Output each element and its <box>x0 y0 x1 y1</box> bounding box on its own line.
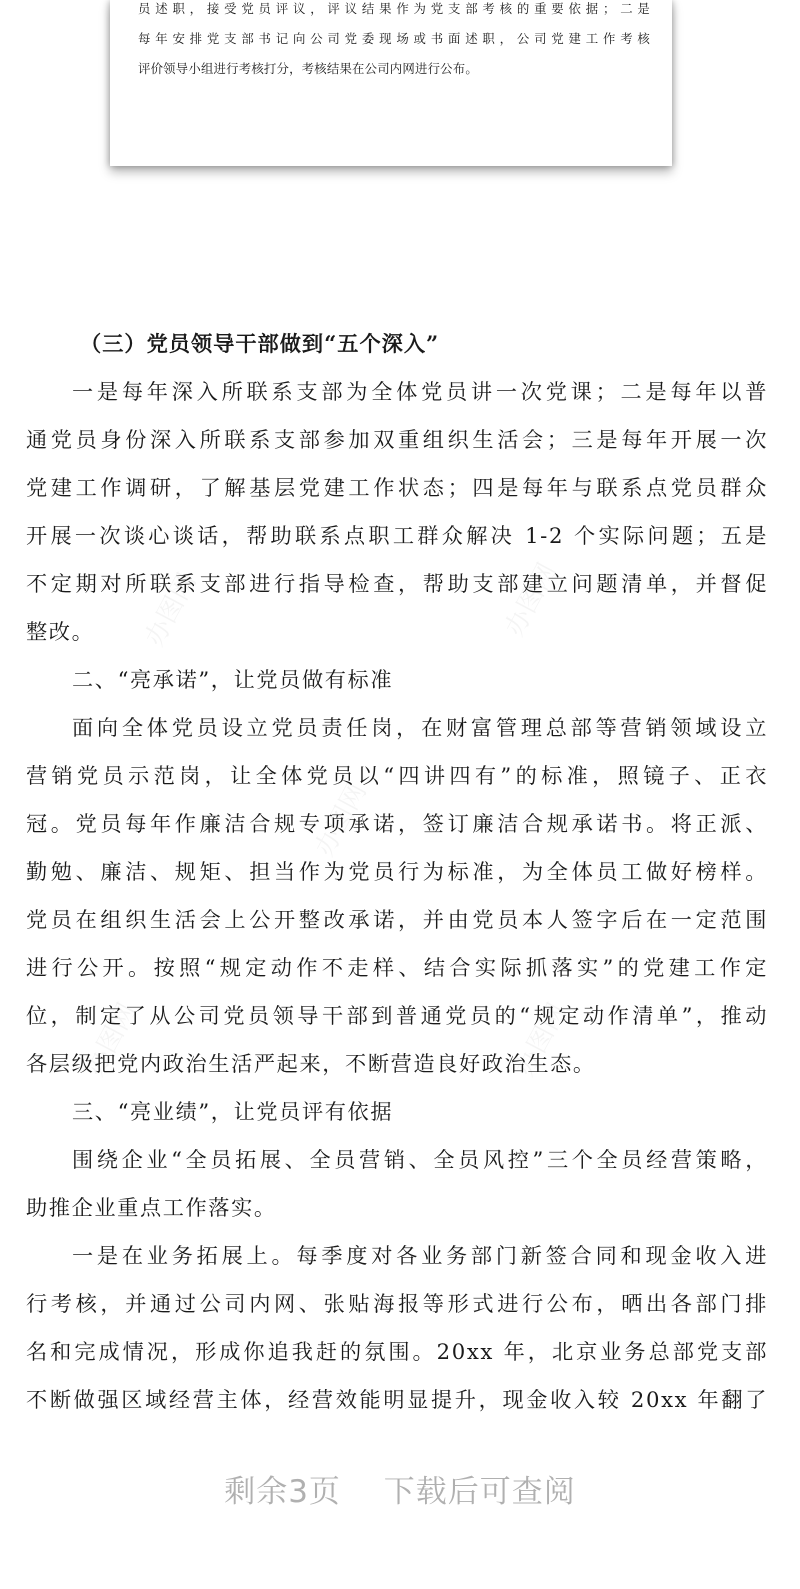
body-line: 营销党员示范岗，让全体党员以“四讲四有”的标准，照镜子、正衣 <box>26 763 768 788</box>
remaining-pages-label[interactable]: 剩余3页 <box>224 1474 341 1510</box>
body-line: 通党员身份深入所联系支部参加双重组织生活会；三是每年开展一次 <box>26 427 768 452</box>
body-line: 各层级把党内政治生活严起来，不断营造良好政治生态。 <box>26 1051 596 1076</box>
body-line: 不定期对所联系支部进行指导检查，帮助支部建立问题清单，并督促 <box>26 571 768 596</box>
download-hint-label[interactable]: 下载后可查阅 <box>383 1474 576 1510</box>
body-line: 整改。 <box>26 619 95 644</box>
read-more-banner[interactable] <box>0 1466 800 1511</box>
section-heading: 二、“亮承诺”，让党员做有标准 <box>72 667 394 692</box>
body-line: 开展一次谈心谈话，帮助联系点职工群众解决 1-2 个实际问题；五是 <box>26 523 768 548</box>
previous-page-card <box>110 0 672 166</box>
body-line: 冠。党员每年作廉洁合规专项承诺，签订廉洁合规承诺书。将正派、 <box>26 811 768 836</box>
body-line: 勤勉、廉洁、规矩、担当作为党员行为标准，为全体员工做好榜样。 <box>26 859 768 884</box>
body-line: 位，制定了从公司党员领导干部到普通党员的“规定动作清单”，推动 <box>26 1003 768 1028</box>
body-line: 行考核，并通过公司内网、张贴海报等形式进行公布，晒出各部门排 <box>26 1291 768 1316</box>
body-line: 党员在组织生活会上公开整改承诺，并由党员本人签字后在一定范围 <box>26 907 768 932</box>
body-line: 面向全体党员设立党员责任岗，在财富管理总部等营销领域设立 <box>72 715 768 740</box>
body-line: 围绕企业“全员拓展、全员营销、全员风控”三个全员经营策略， <box>72 1147 768 1172</box>
card-paragraph <box>138 0 650 84</box>
body-line: 进行公开。按照“规定动作不走样、结合实际抓落实”的党建工作定 <box>26 955 768 980</box>
card-line: 员述职，接受党员评议，评议结果作为党支部考核的重要依据；二是 <box>138 1 650 16</box>
body-line: 名和完成情况，形成你追我赶的氛围。20xx 年，北京业务总部党支部 <box>26 1339 768 1364</box>
card-line: 评价领导小组进行考核打分，考核结果在公司内网进行公布。 <box>138 61 478 76</box>
section-heading: 三、“亮业绩”，让党员评有依据 <box>72 1099 394 1124</box>
card-line: 每年安排党支部书记向公司党委现场或书面述职，公司党建工作考核 <box>138 31 650 46</box>
body-line: 不断做强区域经营主体，经营效能明显提升，现金收入较 20xx 年翻了 <box>26 1387 768 1412</box>
body-line: 一是在业务拓展上。每季度对各业务部门新签合同和现金收入进 <box>72 1243 768 1268</box>
body-line: 一是每年深入所联系支部为全体党员讲一次党课；二是每年以普 <box>72 379 768 404</box>
document-body <box>26 320 768 1424</box>
section-heading: （三）党员领导干部做到“五个深入” <box>80 331 440 356</box>
body-line: 党建工作调研，了解基层党建工作状态；四是每年与联系点党员群众 <box>26 475 768 500</box>
body-line: 助推企业重点工作落实。 <box>26 1195 277 1220</box>
